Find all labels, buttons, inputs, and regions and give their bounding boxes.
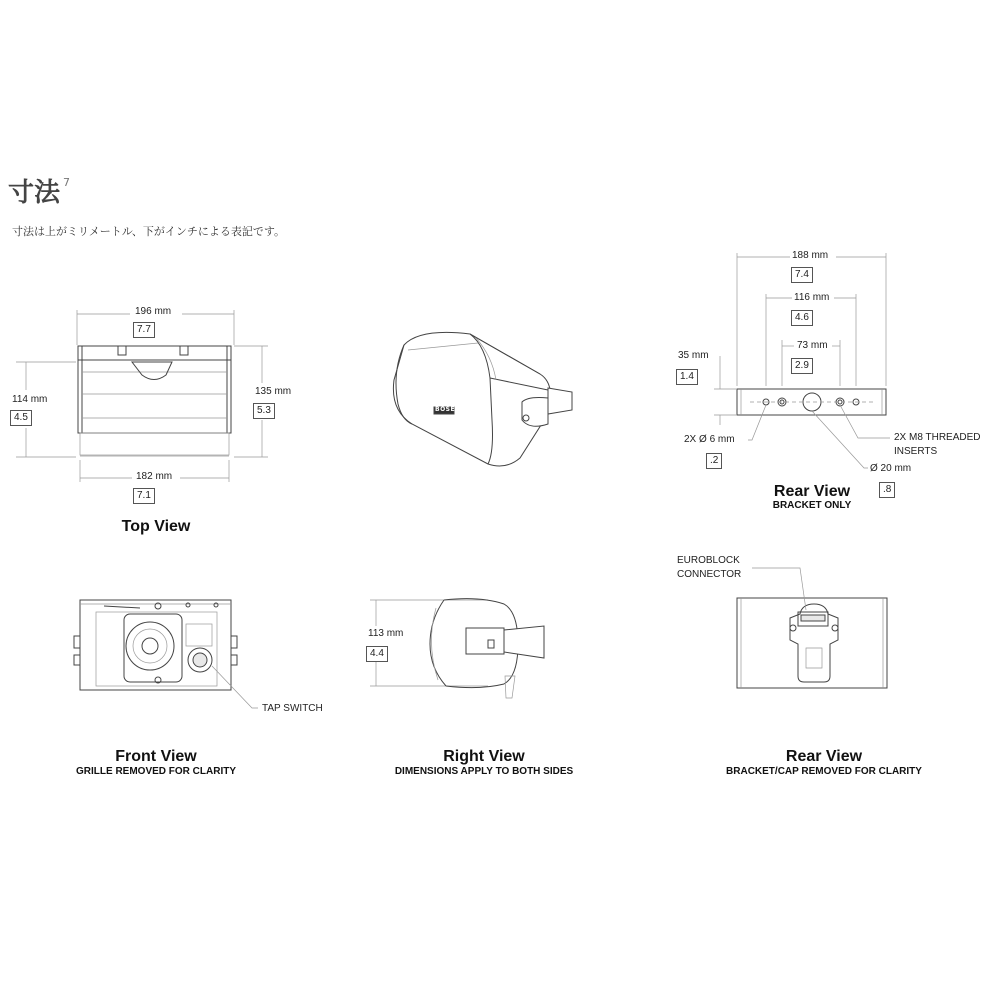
rear-73-mm: 73 mm: [797, 340, 828, 351]
footnote-marker: 7: [63, 176, 71, 189]
rear-188-mm: 188 mm: [792, 250, 829, 261]
top-width-in: 7.7: [133, 322, 155, 338]
euroblock-callout: [677, 554, 741, 582]
hole-label: 2X Ø 6 mm: [684, 434, 735, 445]
right-view-drawing: [370, 599, 544, 698]
front-view-subtitle: GRILLE REMOVED FOR CLARITY: [76, 766, 236, 777]
center-hole-label: Ø 20 mm: [870, 463, 912, 474]
insert-label-line2: INSERTS: [894, 446, 938, 457]
rear-bracket-title: Rear View: [773, 483, 851, 500]
rear-cap-subtitle: BRACKET/CAP REMOVED FOR CLARITY: [726, 766, 922, 777]
top-width-mm: 196 mm: [135, 306, 172, 317]
hole-in: .2: [706, 453, 722, 469]
rear-73-in: 2.9: [791, 358, 813, 374]
top-bottom-width-in: 7.1: [133, 488, 155, 504]
top-left-height-mm: 114 mm: [12, 394, 48, 405]
rear-35-mm: 35 mm: [678, 350, 709, 361]
right-height-mm: 113 mm: [368, 628, 404, 639]
right-view-subtitle: DIMENSIONS APPLY TO BOTH SIDES: [394, 766, 574, 777]
center-hole-in: .8: [879, 482, 895, 498]
insert-label-line1: 2X M8 THREADED: [894, 432, 981, 443]
rear-cap-drawing: [737, 568, 887, 688]
units-note: 寸法は上がミリメートル、下がインチによる表記です。: [12, 225, 286, 238]
right-view-title: Right View: [443, 748, 525, 765]
front-view-title: Front View: [115, 748, 197, 765]
top-right-height-in: 5.3: [253, 403, 275, 419]
speaker-logo: BOSE: [435, 406, 456, 413]
rear-cap-title: Rear View: [785, 748, 863, 765]
tap-switch-label: TAP SWITCH: [262, 703, 323, 714]
top-left-height-in: 4.5: [10, 410, 32, 426]
rear-35-in: 1.4: [676, 369, 698, 385]
top-right-height-mm: 135 mm: [255, 386, 292, 397]
rear-bracket-subtitle: BRACKET ONLY: [772, 500, 852, 511]
top-bottom-width-mm: 182 mm: [136, 471, 173, 482]
right-height-in: 4.4: [366, 646, 388, 662]
rear-116-mm: 116 mm: [794, 292, 830, 303]
isometric-speaker-drawing: [393, 332, 572, 466]
insert-callout: [894, 431, 981, 459]
rear-188-in: 7.4: [791, 267, 813, 283]
front-view-drawing: [74, 600, 258, 708]
euroblock-line1: EUROBLOCK: [677, 555, 740, 566]
euroblock-line2: CONNECTOR: [677, 569, 742, 580]
rear-116-in: 4.6: [791, 310, 813, 326]
top-view-title: Top View: [121, 518, 191, 535]
section-title: 寸法: [8, 178, 61, 208]
